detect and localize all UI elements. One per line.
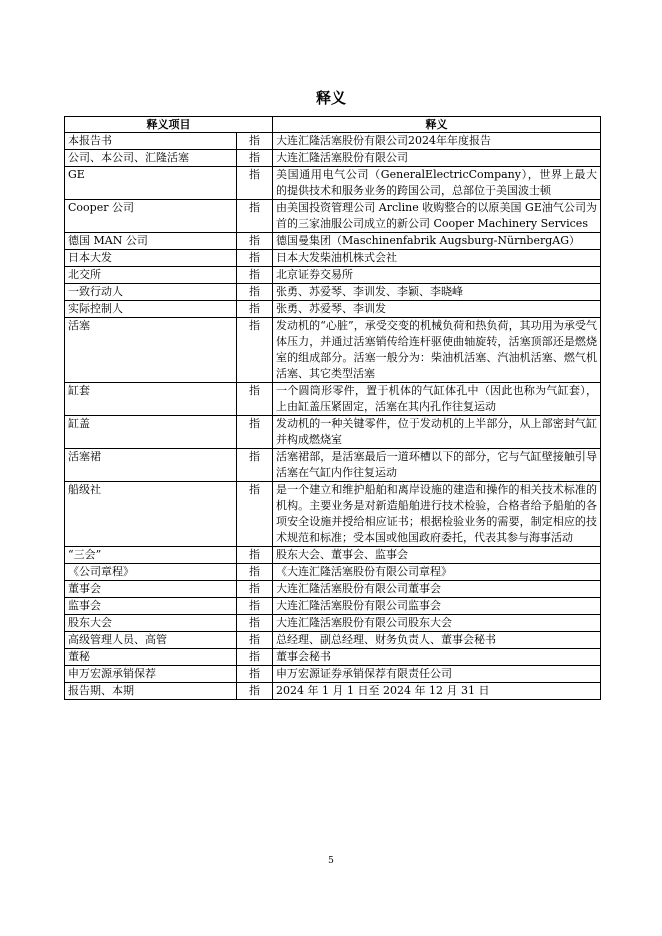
- page-number: 5: [328, 856, 334, 866]
- refers-to-cell: 指: [237, 267, 273, 284]
- table-row: [65, 133, 601, 150]
- refers-to-cell: 指: [237, 150, 273, 167]
- term-cell: 《公司章程》: [65, 564, 237, 581]
- refers-to-cell: 指: [237, 383, 273, 416]
- header-term: 释义项目: [65, 117, 273, 133]
- table-row: [65, 598, 601, 615]
- term-cell: 缸盖: [65, 416, 237, 449]
- definition-cell: 日本大发柴油机株式会社: [273, 250, 601, 267]
- term-cell: 活塞: [65, 318, 237, 383]
- term-cell: 实际控制人: [65, 301, 237, 318]
- definition-cell: 2024 年 1 月 1 日至 2024 年 12 月 31 日: [273, 683, 601, 700]
- term-cell: 船级社: [65, 482, 237, 547]
- table-row: [65, 547, 601, 564]
- definition-cell: 大连汇隆活塞股份有限公司股东大会: [273, 615, 601, 632]
- definition-cell: 股东大会、董事会、监事会: [273, 547, 601, 564]
- refers-to-cell: 指: [237, 649, 273, 666]
- term-cell: 一致行动人: [65, 284, 237, 301]
- table-row: [65, 284, 601, 301]
- table-row: [65, 267, 601, 284]
- definition-cell: 活塞裙部，是活塞最后一道环槽以下的部分，它与气缸壁接触引导活塞在气缸内作往复运动: [273, 449, 601, 482]
- refers-to-cell: 指: [237, 632, 273, 649]
- term-cell: 董事会: [65, 581, 237, 598]
- refers-to-cell: 指: [237, 666, 273, 683]
- definition-cell: 发动机的一种关键零件，位于发动机的上半部分，从上部密封气缸并构成燃烧室: [273, 416, 601, 449]
- definition-cell: 大连汇隆活塞股份有限公司监事会: [273, 598, 601, 615]
- term-cell: 董秘: [65, 649, 237, 666]
- term-cell: 申万宏源承销保荐: [65, 666, 237, 683]
- term-cell: GE: [65, 167, 237, 200]
- table-row: [65, 318, 601, 383]
- table-row: [65, 167, 601, 200]
- definition-cell: 张勇、苏爱琴、李训发、李颖、李晓峰: [273, 284, 601, 301]
- refers-to-cell: 指: [237, 449, 273, 482]
- refers-to-cell: 指: [237, 615, 273, 632]
- table-row: [65, 416, 601, 449]
- table-row: [65, 449, 601, 482]
- definition-cell: 张勇、苏爱琴、李训发: [273, 301, 601, 318]
- table-row: [65, 649, 601, 666]
- term-cell: 日本大发: [65, 250, 237, 267]
- refers-to-cell: 指: [237, 482, 273, 547]
- table-row: [65, 250, 601, 267]
- definition-cell: 德国曼集团（Maschinenfabrik Augsburg-NürnbergAG）: [273, 233, 601, 250]
- refers-to-cell: 指: [237, 598, 273, 615]
- refers-to-cell: 指: [237, 284, 273, 301]
- table-row: [65, 564, 601, 581]
- term-cell: 本报告书: [65, 133, 237, 150]
- definitions-table: [64, 116, 601, 700]
- table-row: [65, 383, 601, 416]
- table-row: [65, 666, 601, 683]
- refers-to-cell: 指: [237, 683, 273, 700]
- definition-cell: 发动机的“心脏”，承受交变的机械负荷和热负荷，其功用为承受气体压力，并通过活塞销传给连杆驱使曲轴旋转，活塞顶部还是燃烧室的组成部分。活塞一般分为：柴油机活塞、汽油机活塞、燃气机活塞、其它类型活塞: [273, 318, 601, 383]
- refers-to-cell: 指: [237, 200, 273, 233]
- refers-to-cell: 指: [237, 564, 273, 581]
- table-row: [65, 150, 601, 167]
- term-cell: 监事会: [65, 598, 237, 615]
- table-header-row: [65, 117, 601, 133]
- table-row: [65, 615, 601, 632]
- refers-to-cell: 指: [237, 318, 273, 383]
- table-row: [65, 632, 601, 649]
- term-cell: 活塞裙: [65, 449, 237, 482]
- table-row: [65, 200, 601, 233]
- term-cell: 北交所: [65, 267, 237, 284]
- refers-to-cell: 指: [237, 250, 273, 267]
- refers-to-cell: 指: [237, 581, 273, 598]
- table-body: [65, 133, 601, 700]
- refers-to-cell: 指: [237, 133, 273, 150]
- term-cell: 报告期、本期: [65, 683, 237, 700]
- definition-cell: 美国通用电气公司（GeneralElectricCompany），世界上最大的提供技术和服务业务的跨国公司，总部位于美国波士顿: [273, 167, 601, 200]
- definition-cell: 是一个建立和维护船舶和离岸设施的建造和操作的相关技术标准的机构。主要业务是对新造船舶进行技术检验，合格者给予船舶的各项安全设施并授给相应证书；根据检验业务的需要，制定相应的技术规范和标准；受本国或他国政府委托，代表其参与海事活动: [273, 482, 601, 547]
- definition-cell: 大连汇隆活塞股份有限公司董事会: [273, 581, 601, 598]
- term-cell: 德国 MAN 公司: [65, 233, 237, 250]
- table-row: [65, 683, 601, 700]
- header-definition: 释义: [273, 117, 601, 133]
- term-cell: 公司、本公司、汇隆活塞: [65, 150, 237, 167]
- page-title: 释义: [315, 89, 346, 107]
- table-row: [65, 233, 601, 250]
- definition-cell: 《大连汇隆活塞股份有限公司章程》: [273, 564, 601, 581]
- refers-to-cell: 指: [237, 547, 273, 564]
- term-cell: Cooper 公司: [65, 200, 237, 233]
- refers-to-cell: 指: [237, 233, 273, 250]
- definition-cell: 总经理、副总经理、财务负责人、董事会秘书: [273, 632, 601, 649]
- definition-cell: 大连汇隆活塞股份有限公司2024年年度报告: [273, 133, 601, 150]
- definition-cell: 董事会秘书: [273, 649, 601, 666]
- table-row: [65, 581, 601, 598]
- definition-cell: 申万宏源证券承销保荐有限责任公司: [273, 666, 601, 683]
- term-cell: 高级管理人员、高管: [65, 632, 237, 649]
- refers-to-cell: 指: [237, 416, 273, 449]
- refers-to-cell: 指: [237, 301, 273, 318]
- term-cell: 缸套: [65, 383, 237, 416]
- term-cell: 股东大会: [65, 615, 237, 632]
- table-row: [65, 301, 601, 318]
- definition-cell: 由美国投资管理公司 Arcline 收购整合的以原美国 GE油气公司为首的三家油服公司成立的新公司 Cooper Machinery Services: [273, 200, 601, 233]
- refers-to-cell: 指: [237, 167, 273, 200]
- term-cell: “三会”: [65, 547, 237, 564]
- definition-cell: 一个圆筒形零件，置于机体的气缸体孔中（因此也称为气缸套），上由缸盖压紧固定，活塞在其内孔作往复运动: [273, 383, 601, 416]
- definition-cell: 大连汇隆活塞股份有限公司: [273, 150, 601, 167]
- definition-cell: 北京证券交易所: [273, 267, 601, 284]
- table-row: [65, 482, 601, 547]
